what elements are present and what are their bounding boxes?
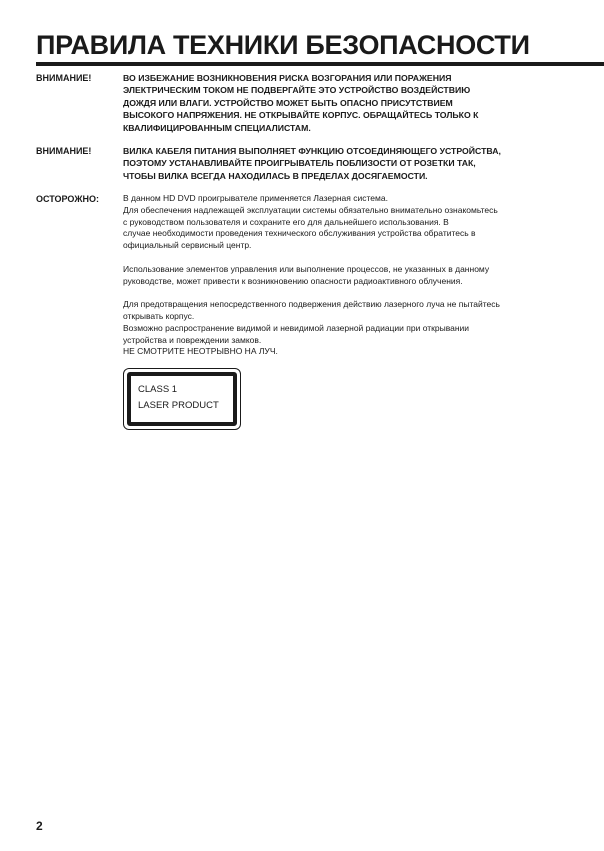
warning-2-line: ПОЭТОМУ УСТАНАВЛИВАЙТЕ ПРОИГРЫВАТЕЛЬ ПОБЛИЗОСТИ ОТ РОЗЕТКИ ТАК, [123,158,476,169]
laser-class-text: CLASS 1 [138,384,178,396]
caution-line: открывать корпус. [123,310,195,321]
warning-text-2 [123,145,576,182]
warning-1-line: КВАЛИФИЦИРОВАННЫМ СПЕЦИАЛИСТАМ. [123,122,311,133]
warning-2-line: ВИЛКА КАБЕЛЯ ПИТАНИЯ ВЫПОЛНЯЕТ ФУНКЦИЮ ОТСОЕДИНЯЮЩЕГО УСТРОЙСТВА, [123,146,501,156]
caution-line: Возможно распространение видимой и невидимой лазерной радиации при открывании [123,322,470,333]
caution-line: Для обеспечения надлежащей эксплуатации системы обязательно внимательно ознакомьтесь [123,204,498,215]
warning-1-line: ДОЖДЯ ИЛИ ВЛАГИ. УСТРОЙСТВО МОЖЕТ БЫТЬ ОПАСНО ПРИСУТСТВИЕМ [123,97,453,108]
paragraph-gap [123,252,576,264]
warning-1-line: ВЫСОКОГО НАПРЯЖЕНИЯ. НЕ ОТКРЫВАЙТЕ КОРПУС. ОБРАЩАЙТЕСЬ ТОЛЬКО К [123,110,479,121]
warning-1-line: ЭЛЕКТРИЧЕСКИМ ТОКОМ НЕ ПОДВЕРГАЙТЕ ЭТО УСТРОЙСТВО ВОЗДЕЙСТВИЮ [123,85,471,96]
caution-line: НЕ СМОТРИТЕ НЕОТРЫВНО НА ЛУЧ. [123,346,278,357]
warning-section-1 [36,72,576,134]
warning-text-1 [123,72,576,134]
caution-line: В данном HD DVD проигрывателе применяется Лазерная система. [123,193,388,203]
warning-label-2: ВНИМАНИЕ! [36,146,92,156]
warning-1-line: ВО ИЗБЕЖАНИЕ ВОЗНИКНОВЕНИЯ РИСКА ВОЗГОРАНИЯ ИЛИ ПОРАЖЕНИЯ [123,73,452,83]
laser-product-label [123,368,241,430]
caution-line: Использование элементов управления или выполнение процессов, не указанных в данному [123,263,490,274]
page-number: 2 [36,819,43,833]
warning-section-2 [36,145,576,182]
caution-line: случае необходимости проведения технического обслуживания устройства обратитесь в [123,228,476,239]
caution-line: руководстве, может привести к возникновению опасности радиоактивного облучения. [123,275,463,286]
caution-line: с руководством пользователя и сохраните его для дальнейшего использования. В [123,216,449,227]
page-title: ПРАВИЛА ТЕХНИКИ БЕЗОПАСНОСТИ [36,30,530,60]
laser-label-frame [127,372,237,426]
warning-label-1: ВНИМАНИЕ! [36,73,92,83]
paragraph-gap [123,287,576,299]
caution-line: Для предотвращения непосредственного подвержения действию лазерного луча не пытайтесь [123,299,500,310]
caution-line: устройства и повреждении замков. [123,334,262,345]
warning-2-line: ЧТОБЫ ВИЛКА ВСЕГДА НАХОДИЛАСЬ В ПРЕДЕЛАХ ДОСЯГАЕМОСТИ. [123,170,428,181]
laser-product-text: LASER PRODUCT [138,400,219,412]
caution-text [123,193,576,430]
title-rule [36,62,604,66]
caution-label: ОСТОРОЖНО: [36,194,99,204]
caution-section [36,193,576,430]
caution-line: официальный сервисный центр. [123,240,252,251]
